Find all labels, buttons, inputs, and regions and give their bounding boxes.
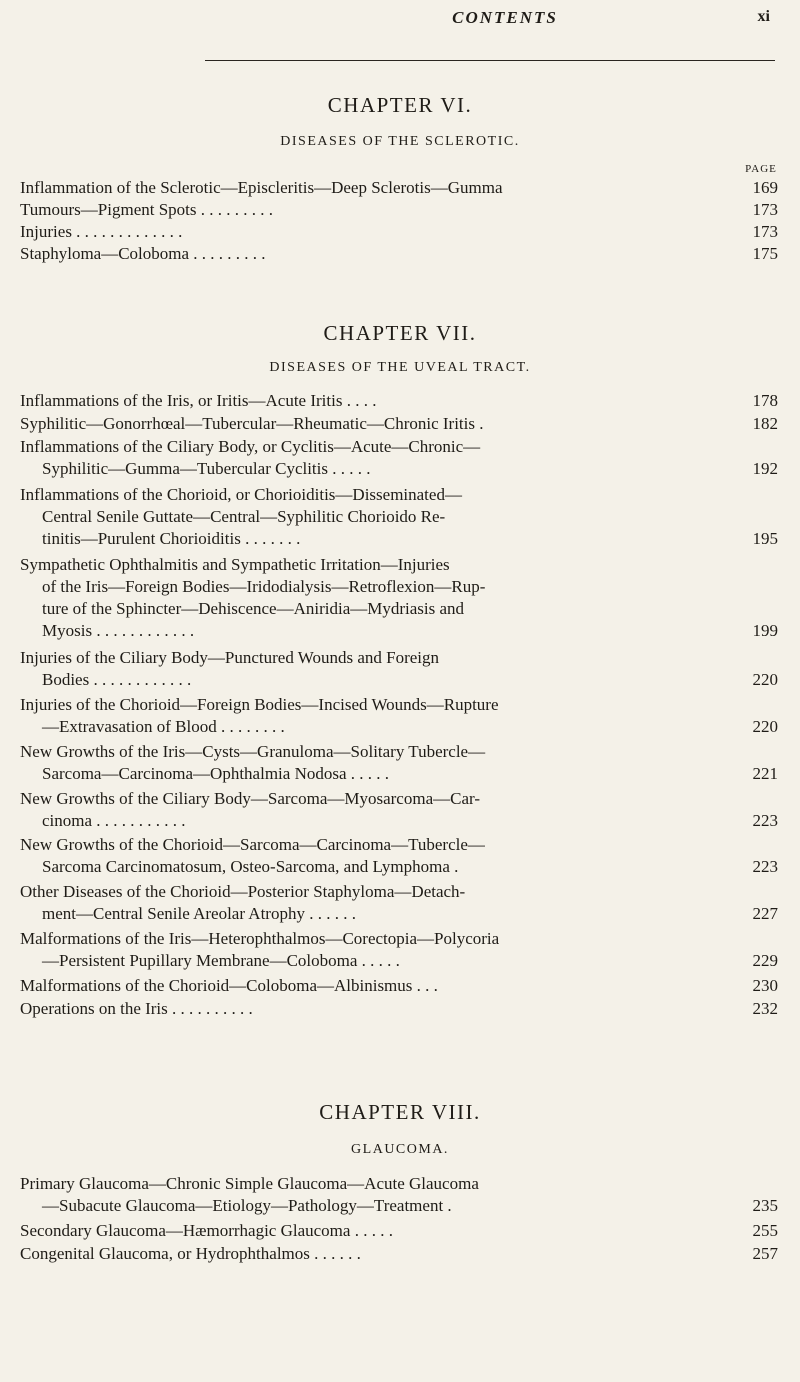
- page-number: 257: [752, 1244, 778, 1263]
- toc-entry[interactable]: [20, 436, 778, 480]
- entry-line: Myosis . . . . . . . . . . . . 199: [42, 621, 778, 640]
- toc-entry[interactable]: [20, 647, 778, 691]
- toc-entry[interactable]: [20, 199, 778, 221]
- toc-entry[interactable]: [20, 834, 778, 878]
- running-head: [240, 8, 770, 42]
- page-number: 223: [752, 811, 778, 830]
- page-number: 235: [752, 1196, 778, 1215]
- page-number: 229: [752, 951, 778, 970]
- entry-line: Congenital Glaucoma, or Hydrophthalmos . . . . . . 257: [20, 1244, 778, 1263]
- entry-line: Tumours—Pigment Spots . . . . . . . . . 173: [20, 200, 778, 219]
- toc-entry[interactable]: [20, 1173, 778, 1217]
- entry-line: Syphilitic—Gonorrhœal—Tubercular—Rheumatic—Chronic Iritis . 182: [20, 414, 778, 433]
- entry-line: of the Iris—Foreign Bodies—Iridodialysis—Retroflexion—Rup-: [42, 577, 486, 596]
- entry-line: Operations on the Iris . . . . . . . . . . 232: [20, 999, 778, 1018]
- chapter-subtitle: DISEASES OF THE SCLEROTIC.: [280, 134, 520, 149]
- entry-line: tinitis—Purulent Chorioiditis . . . . . . . 195: [42, 529, 778, 548]
- entry-line: Secondary Glaucoma—Hæmorrhagic Glaucoma . . . . . 255: [20, 1221, 778, 1240]
- entry-line: New Growths of the Ciliary Body—Sarcoma—Myosarcoma—Car-: [20, 789, 480, 808]
- entry-line: Inflammations of the Ciliary Body, or Cyclitis—Acute—Chronic—: [20, 437, 481, 456]
- page-number: 227: [752, 904, 778, 923]
- page-number: 255: [752, 1221, 778, 1240]
- entry-line: Malformations of the Chorioid—Coloboma—Albinismus . . . 230: [20, 976, 778, 995]
- page-number: 220: [752, 717, 778, 736]
- entry-line: New Growths of the Iris—Cysts—Granuloma—Solitary Tubercle—: [20, 742, 486, 761]
- page-number: 192: [752, 459, 778, 478]
- entry-line: Injuries of the Ciliary Body—Punctured Wounds and Foreign: [20, 648, 440, 667]
- toc-entry[interactable]: [20, 221, 778, 243]
- page-number: 199: [752, 621, 778, 640]
- page-number: 169: [752, 178, 778, 197]
- chapter-heading: CHAPTER VI.: [327, 93, 473, 117]
- toc-entry[interactable]: [20, 741, 778, 785]
- entry-line: ment—Central Senile Areolar Atrophy . . . . . . 227: [42, 904, 778, 923]
- page-number: 178: [752, 391, 778, 410]
- entry-line: Syphilitic—Gumma—Tubercular Cyclitis . . . . . 192: [42, 459, 778, 478]
- page-number: 232: [752, 999, 778, 1018]
- toc-entry[interactable]: [20, 390, 778, 412]
- chapter-subtitle: DISEASES OF THE UVEAL TRACT.: [269, 360, 531, 375]
- chapter-heading: CHAPTER VII.: [323, 321, 477, 345]
- toc-entry[interactable]: [20, 484, 778, 550]
- entry-line: —Extravasation of Blood . . . . . . . . 220: [42, 717, 778, 736]
- toc-entry[interactable]: [20, 928, 778, 972]
- page-number: 220: [752, 670, 778, 689]
- page-number: 195: [752, 529, 778, 548]
- page-number: 182: [752, 414, 778, 433]
- page-number: 230: [752, 976, 778, 995]
- entry-line: Inflammations of the Chorioid, or Chorioiditis—Disseminated—: [20, 485, 462, 504]
- chapter-subtitle: GLAUCOMA.: [351, 1142, 449, 1157]
- entry-line: Primary Glaucoma—Chronic Simple Glaucoma—Acute Glaucoma: [20, 1174, 479, 1193]
- entry-line: —Persistent Pupillary Membrane—Coloboma . . . . . 229: [42, 951, 778, 970]
- running-page-number: xi: [757, 8, 770, 25]
- running-title: CONTENTS: [452, 8, 558, 27]
- entry-line: —Subacute Glaucoma—Etiology—Pathology—Treatment . 235: [42, 1196, 778, 1215]
- page-column-label: PAGE: [745, 163, 777, 175]
- page-number: 175: [752, 244, 778, 263]
- entry-line: Injuries . . . . . . . . . . . . . 173: [20, 222, 778, 241]
- toc-entry[interactable]: [20, 413, 778, 435]
- entry-line: cinoma . . . . . . . . . . . 223: [42, 811, 778, 830]
- toc-entry[interactable]: [20, 1243, 778, 1265]
- entry-line: Central Senile Guttate—Central—Syphilitic Chorioido Re-: [42, 507, 446, 526]
- page-number: 223: [752, 857, 778, 876]
- page-number: 221: [752, 764, 778, 783]
- chapter-heading: CHAPTER VIII.: [319, 1100, 481, 1124]
- entry-line: ture of the Sphincter—Dehiscence—Aniridia—Mydriasis and: [42, 599, 465, 618]
- toc-entry[interactable]: [20, 788, 778, 832]
- toc-entry[interactable]: [20, 694, 778, 738]
- toc-entry[interactable]: [20, 1220, 778, 1242]
- entry-line: New Growths of the Chorioid—Sarcoma—Carcinoma—Tubercle—: [20, 835, 485, 854]
- entry-line: Injuries of the Chorioid—Foreign Bodies—Incised Wounds—Rupture: [20, 695, 499, 714]
- entry-line: Inflammation of the Sclerotic—Episcleritis—Deep Sclerotis—Gumma 169: [20, 178, 778, 197]
- toc-entry[interactable]: [20, 554, 778, 642]
- entry-line: Malformations of the Iris—Heterophthalmos—Corectopia—Polycoria: [20, 929, 500, 948]
- entry-line: Staphyloma—Coloboma . . . . . . . . . 175: [20, 244, 778, 263]
- toc-entry[interactable]: [20, 177, 778, 199]
- toc-entry[interactable]: [20, 243, 778, 265]
- entry-line: Sympathetic Ophthalmitis and Sympathetic Irritation—Injuries: [20, 555, 450, 574]
- toc-entry[interactable]: [20, 998, 778, 1020]
- page-number: 173: [752, 222, 778, 241]
- entry-line: Bodies . . . . . . . . . . . . 220: [42, 670, 778, 689]
- entry-line: Sarcoma Carcinomatosum, Osteo-Sarcoma, and Lymphoma . 223: [42, 857, 778, 876]
- page-number: 173: [752, 200, 778, 219]
- entry-line: Sarcoma—Carcinoma—Ophthalmia Nodosa . . . . . 221: [42, 764, 778, 783]
- toc-entry[interactable]: [20, 881, 778, 925]
- entry-line: Inflammations of the Iris, or Iritis—Acute Iritis . . . . 178: [20, 391, 778, 410]
- toc-entry[interactable]: [20, 975, 778, 997]
- header-rule: [205, 60, 775, 61]
- entry-line: Other Diseases of the Chorioid—Posterior Staphyloma—Detach-: [20, 882, 466, 901]
